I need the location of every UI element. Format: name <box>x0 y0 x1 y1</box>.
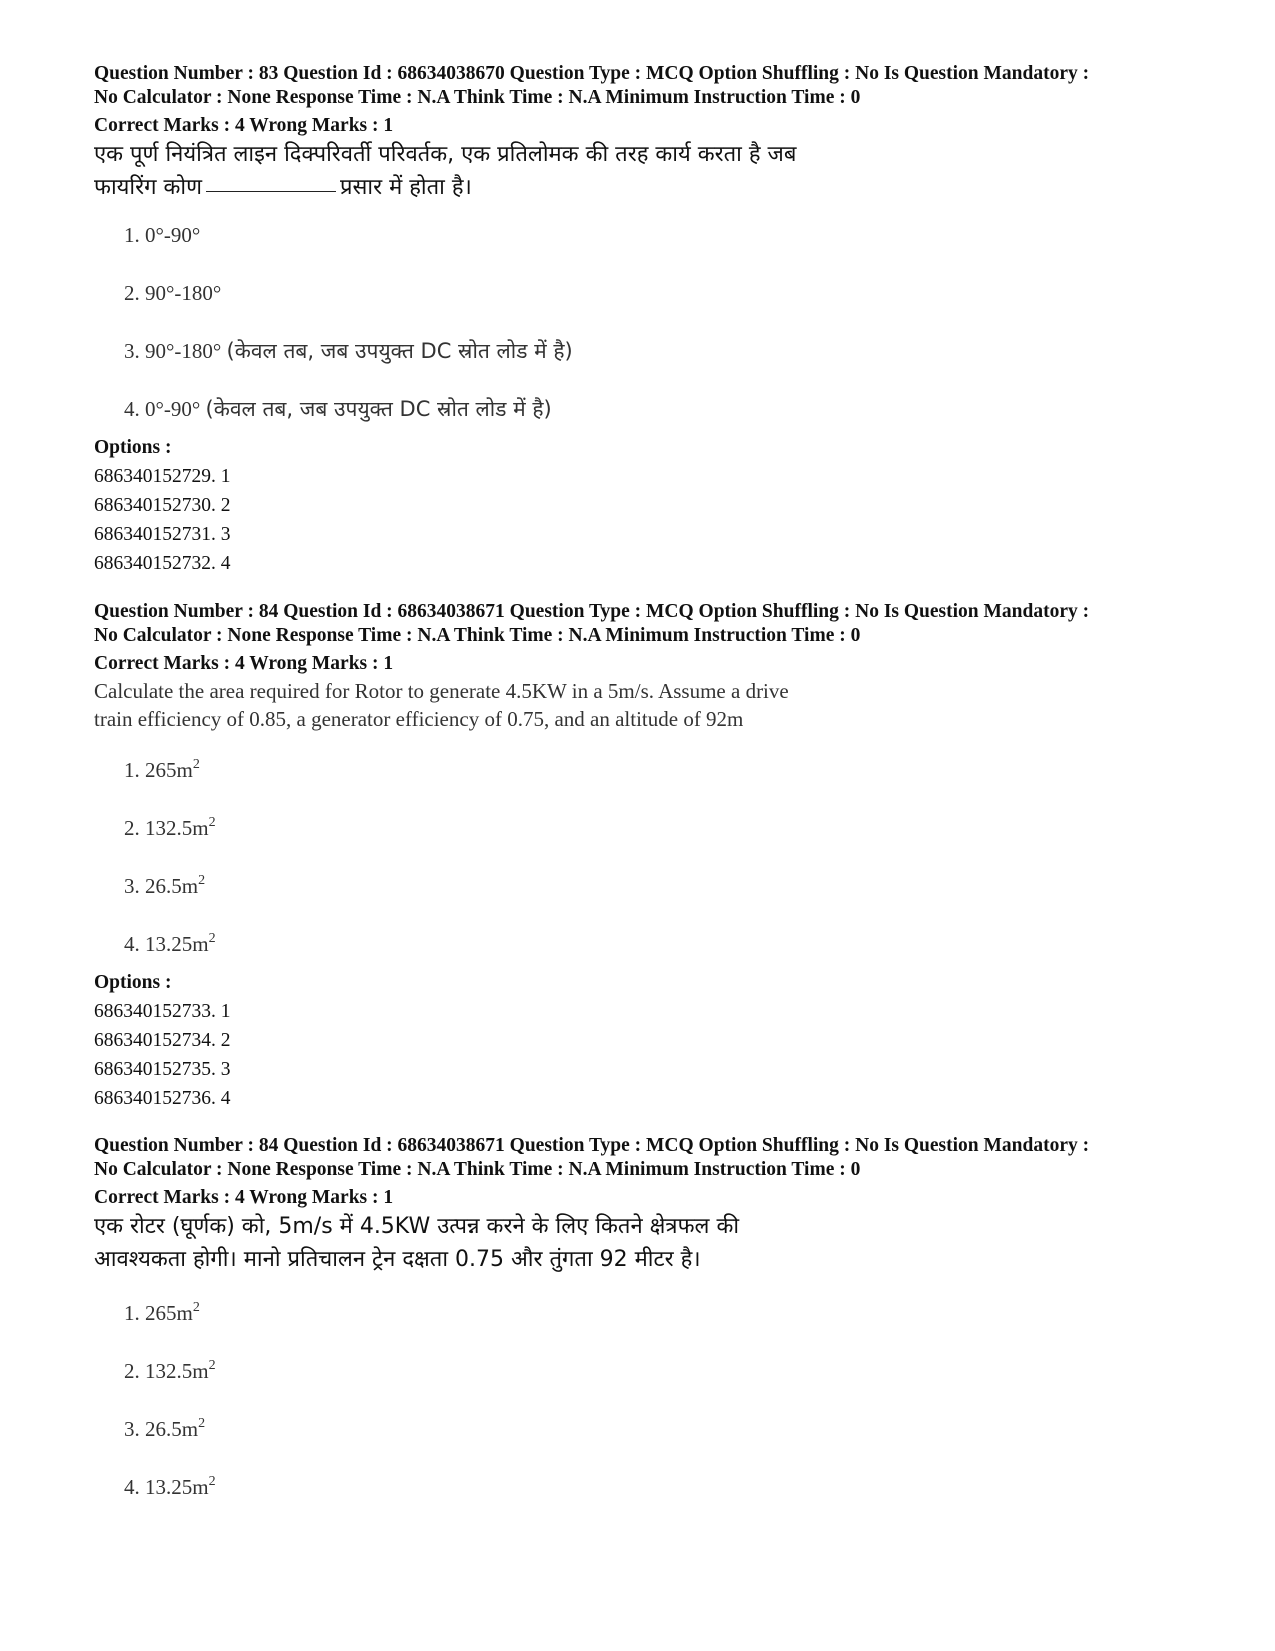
meta-line: No Calculator : None Response Time : N.A Think Time : N.A Minimum Instruction Time : 0 <box>94 625 861 646</box>
choice-label: 3. 90°-180° <box>124 339 222 363</box>
choice-label: 4. 0°-90° <box>124 397 201 421</box>
choice-label: 2. 90°-180° <box>124 281 222 305</box>
answer-choices <box>94 1298 1214 1530</box>
option-id-row: 686340152729. 1 <box>94 466 231 487</box>
answer-choice <box>124 813 1244 871</box>
choice-superscript: 2 <box>192 757 200 772</box>
choice-note: (केवल तब, जब उपयुक्त DC स्रोत लोड में है) <box>205 397 552 421</box>
question-text-line: एक पूर्ण नियंत्रित लाइन दिक्परिवर्ती परिवर्तक, एक प्रतिलोमक की तरह कार्य करता है जब <box>94 142 797 167</box>
fill-blank <box>206 190 336 192</box>
choice-label: 2. 132.5m <box>124 816 209 840</box>
question-text-line: एक रोटर (घूर्णक) को, 5m/s में 4.5KW उत्पन्न करने के लिए कितने क्षेत्रफल की <box>94 1214 740 1239</box>
answer-choice <box>124 220 1244 278</box>
question-meta <box>94 1134 1214 1182</box>
marks-line: Correct Marks : 4 Wrong Marks : 1 <box>94 1187 394 1208</box>
meta-line: Question Number : 84 Question Id : 68634038671 Question Type : MCQ Option Shuffling : No Is Question Mandatory : <box>94 1135 1090 1156</box>
choice-label: 3. 26.5m <box>124 1417 199 1441</box>
choice-note: (केवल तब, जब उपयुक्त DC स्रोत लोड में है) <box>226 339 573 363</box>
meta-line: No Calculator : None Response Time : N.A Think Time : N.A Minimum Instruction Time : 0 <box>94 1159 861 1180</box>
question-text-part: प्रसार में होता है। <box>340 175 472 200</box>
answer-choice <box>124 1356 1244 1414</box>
options-heading: Options : <box>94 437 172 458</box>
choice-label: 3. 26.5m <box>124 874 199 898</box>
answer-choice <box>124 278 1244 336</box>
question-text-line <box>94 171 1214 204</box>
choice-superscript: 2 <box>198 1416 206 1431</box>
question-text <box>94 677 1214 733</box>
question-block-84-hi <box>94 1134 1214 1530</box>
choice-label: 2. 132.5m <box>124 1359 209 1383</box>
choice-superscript: 2 <box>198 873 206 888</box>
question-text-line: train efficiency of 0.85, a generator efficiency of 0.75, and an altitude of 92m <box>94 707 744 731</box>
meta-line: Question Number : 83 Question Id : 68634038670 Question Type : MCQ Option Shuffling : No Is Question Mandatory : <box>94 63 1090 84</box>
question-meta <box>94 62 1214 110</box>
question-block-83 <box>94 62 1214 578</box>
marks-line: Correct Marks : 4 Wrong Marks : 1 <box>94 115 394 136</box>
choice-superscript: 2 <box>208 815 216 830</box>
answer-choice <box>124 929 1244 987</box>
answer-choices <box>94 220 1214 452</box>
question-meta <box>94 600 1214 648</box>
answer-choice <box>124 871 1244 929</box>
answer-choice <box>124 1414 1244 1472</box>
question-text <box>94 1210 1214 1276</box>
option-id-row: 686340152731. 3 <box>94 524 231 545</box>
answer-choice <box>124 1472 1244 1530</box>
answer-choice <box>124 1298 1244 1356</box>
choice-label: 1. 0°-90° <box>124 223 201 247</box>
choice-label: 1. 265m <box>124 758 193 782</box>
answer-choices <box>94 755 1214 987</box>
choice-superscript: 2 <box>208 931 216 946</box>
choice-superscript: 2 <box>192 1300 200 1315</box>
question-text-line: आवश्यकता होगी। मानो प्रतिचालन ट्रेन दक्षता 0.75 और तुंगता 92 मीटर है। <box>94 1247 701 1272</box>
answer-choice <box>124 394 1244 452</box>
choice-superscript: 2 <box>208 1474 216 1489</box>
question-text-part: फायरिंग कोण <box>94 175 202 200</box>
choice-superscript: 2 <box>208 1358 216 1373</box>
answer-choice <box>124 755 1244 813</box>
question-text <box>94 138 1214 204</box>
meta-line: No Calculator : None Response Time : N.A Think Time : N.A Minimum Instruction Time : 0 <box>94 87 861 108</box>
option-id-row: 686340152733. 1 <box>94 1001 231 1022</box>
answer-choice <box>124 336 1244 394</box>
option-id-row: 686340152735. 3 <box>94 1059 231 1080</box>
choice-label: 1. 265m <box>124 1301 193 1325</box>
option-id-row: 686340152736. 4 <box>94 1088 231 1109</box>
options-heading: Options : <box>94 972 172 993</box>
option-id-row: 686340152730. 2 <box>94 495 231 516</box>
question-text-line: Calculate the area required for Rotor to generate 4.5KW in a 5m/s. Assume a drive <box>94 679 789 703</box>
question-block-84-en <box>94 600 1214 1113</box>
option-id-row: 686340152734. 2 <box>94 1030 231 1051</box>
choice-label: 4. 13.25m <box>124 932 209 956</box>
meta-line: Question Number : 84 Question Id : 68634038671 Question Type : MCQ Option Shuffling : No Is Question Mandatory : <box>94 601 1090 622</box>
choice-label: 4. 13.25m <box>124 1475 209 1499</box>
option-id-row: 686340152732. 4 <box>94 553 231 574</box>
marks-line: Correct Marks : 4 Wrong Marks : 1 <box>94 653 394 674</box>
